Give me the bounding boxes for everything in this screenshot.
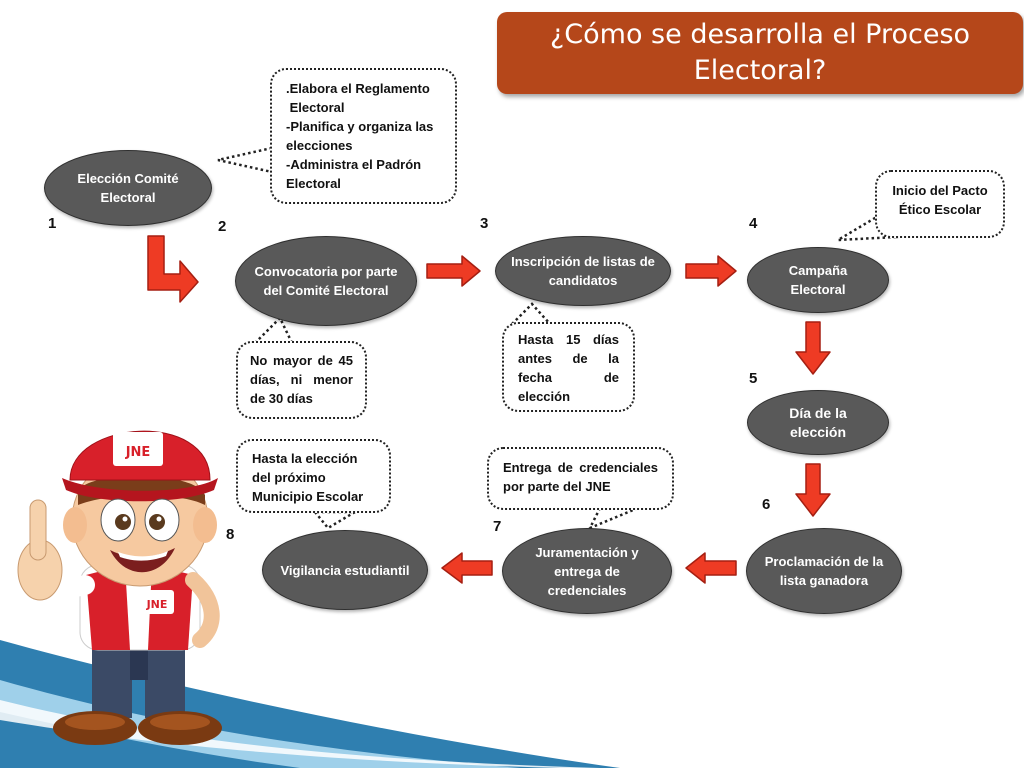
callout-inscripcion: Hasta 15 días antes de la fecha de elección (502, 322, 635, 412)
step-number: 2 (218, 218, 227, 235)
node-campana: Campaña Electoral (747, 247, 889, 313)
cap-logo: JNE (125, 445, 151, 460)
node-inscripcion: Inscripción de listas de candidatos (495, 236, 671, 306)
step-number: 4 (749, 215, 758, 232)
node-juramentacion: Juramentación y entrega de credenciales (502, 528, 672, 614)
duty-line: .Elabora el Reglamento (286, 81, 430, 96)
duty-line: -Planifica y organiza las elecciones (286, 119, 434, 153)
node-convocatoria: Convocatoria por parte del Comité Electoral (235, 236, 417, 326)
duty-line: -Administra el Padrón Electoral (286, 157, 422, 191)
callout-campana: Inicio del Pacto Ético Escolar (875, 170, 1005, 238)
callout-juramentacion: Entrega de credenciales por parte del JNE (487, 447, 674, 510)
node-dia-eleccion: Día de la elección (747, 390, 889, 455)
duty-line: Electoral (286, 100, 345, 115)
step-number: 3 (480, 215, 489, 232)
step-number: 5 (749, 370, 758, 387)
step-number: 6 (762, 496, 771, 513)
step-number: 8 (226, 526, 235, 543)
node-vigilancia: Vigilancia estudiantil (262, 530, 428, 610)
node-proclamacion: Proclamación de la lista ganadora (746, 528, 902, 614)
callout-convocatoria: No mayor de 45 días, ni menor de 30 días (236, 341, 367, 419)
step-number: 7 (493, 518, 502, 535)
step-number: 1 (48, 215, 57, 232)
page-title: ¿Cómo se desarrolla el Proceso Electoral? (497, 12, 1023, 94)
node-eleccion-comite: Elección Comité Electoral (44, 150, 212, 226)
callout-vigilancia: Hasta la elección del próximo Municipio Escolar (236, 439, 391, 513)
vest-logo: JNE (146, 598, 168, 611)
